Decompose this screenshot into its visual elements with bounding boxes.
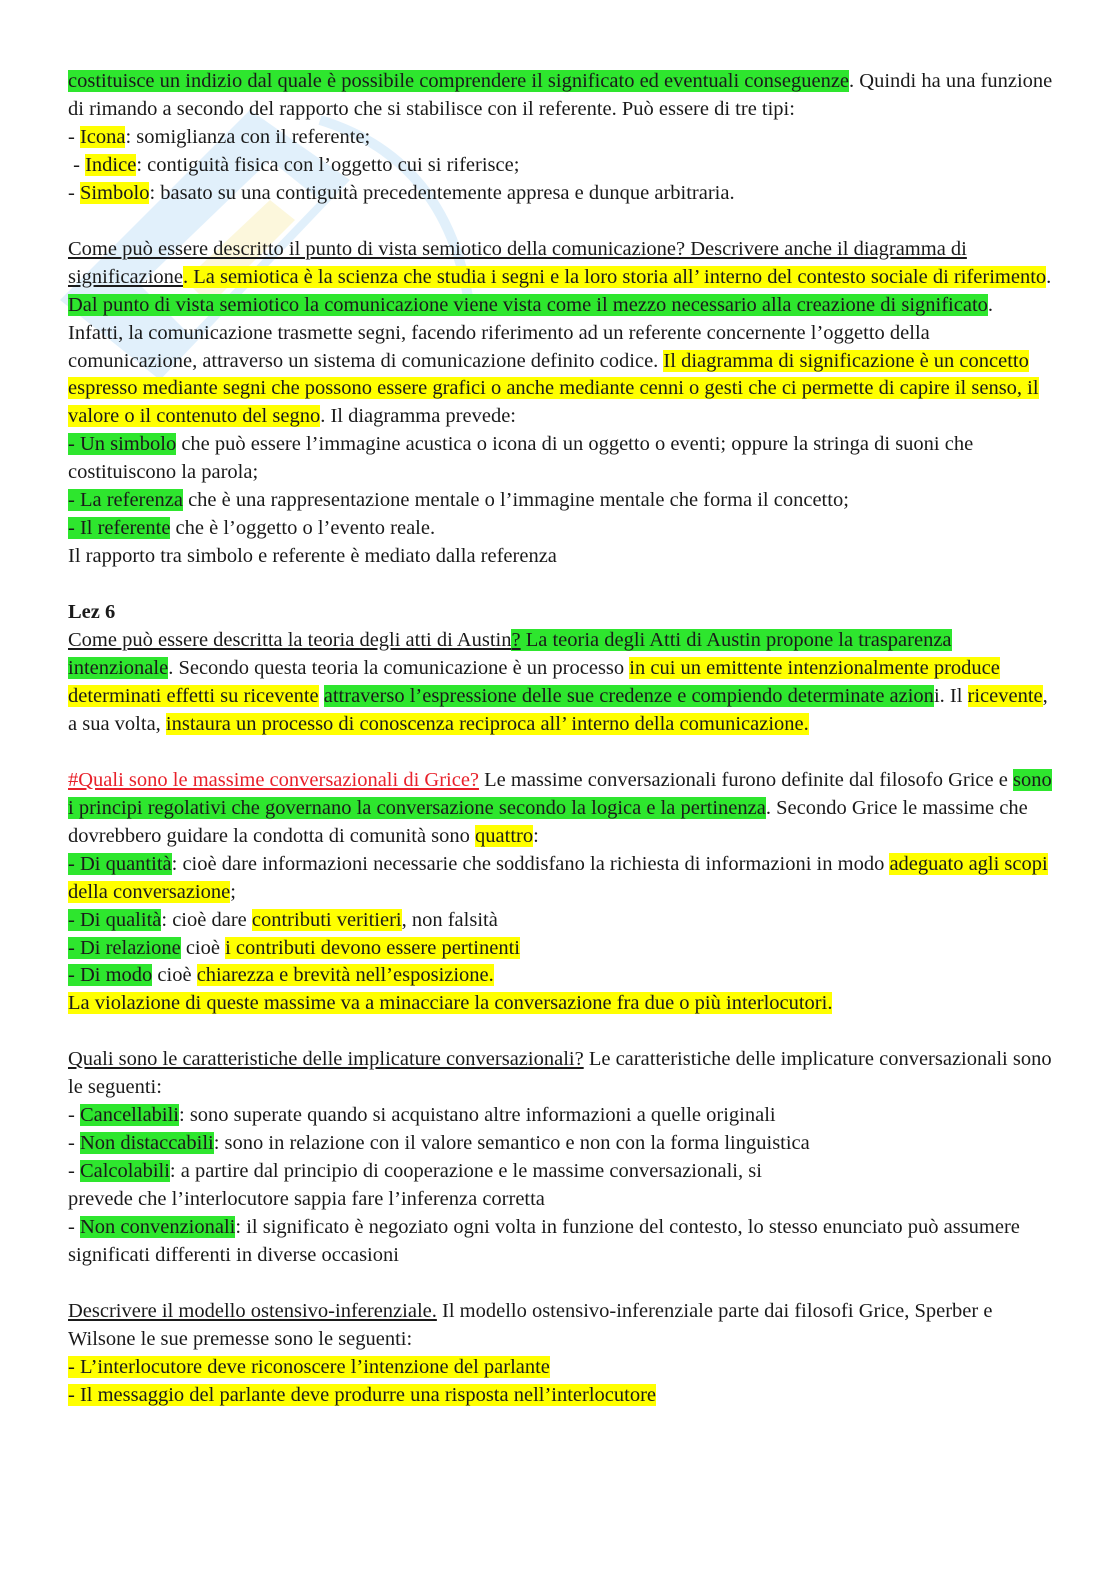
violazione-text: La violazione di queste massime va a minacciare la conversazione fra due o più interlocutori.	[68, 992, 833, 1015]
implicatura-non-convenzionali: - Non convenzionali: il significato è negoziato ogni volta in funzione del contesto, lo stesso enunciato può assumere significati differenti in diverse occasioni	[68, 1216, 1020, 1266]
ostensivo-question: Descrivere il modello ostensivo-inferenziale. Il modello ostensivo-inferenziale parte dai filosofi Grice, Sperber e Wilsone le sue premesse sono le seguenti:	[68, 1299, 993, 1350]
question-text: Descrivere il modello ostensivo-inferenziale.	[68, 1299, 437, 1322]
spacer	[68, 1018, 1053, 1046]
sign-type-simbolo: - Simbolo: basato su una contiguità precedentemente appresa e dunque arbitraria.	[68, 181, 735, 204]
austin-question: Come può essere descritta la teoria degli atti di Austin? La teoria degli Atti di Austin propone la trasparenza intenzionale. Secondo questa teoria la comunicazione è un processo in cui un emittente intenzionalmente produce determinati effetti su ricevente attraverso l’espressione delle sue credenze e compiendo determinate azioni. Il ricevente, a sua volta, instaura un processo di conoscenza reciproca all’ interno della comunicazione.	[68, 629, 1048, 735]
spacer	[68, 208, 1053, 236]
highlight-green: costituisce un indizio dal quale è possibile comprendere il significato ed eventuali conseguenze	[68, 70, 850, 92]
implicatura-non-distaccabili: - Non distaccabili: sono in relazione con il valore semantico e non con la forma linguistica	[68, 1132, 810, 1155]
massima-quantita: - Di quantità: cioè dare informazioni necessarie che soddisfano la richiesta di informazioni in modo adeguato agli scopi della conversazione;	[68, 852, 1048, 903]
premessa-item: - Il messaggio del parlante deve produrre una risposta nell’interlocutore	[68, 1383, 657, 1406]
term-highlight: Indice	[85, 153, 137, 176]
question-text-red: #Quali sono le massime conversazionali di Grice?	[68, 768, 480, 791]
question-text: Come può essere descritto il punto di vista semiotico della comunicazione? Descrivere anche il diagramma di significazione	[68, 237, 967, 288]
massima-modo: - Di modo cioè chiarezza e brevità nell’esposizione.	[68, 964, 494, 987]
rapporto-text: Il rapporto tra simbolo e referente è mediato dalla referenza	[68, 545, 557, 568]
diagram-item-simbolo: - Un simbolo che può essere l’immagine acustica o icona di un oggetto o eventi; oppure la stringa di suoni che costituiscono la parola;	[68, 433, 974, 484]
implicatura-calcolabili-cont: prevede che l’interlocutore sappia fare l’inferenza corretta	[68, 1188, 545, 1211]
spacer	[68, 1270, 1053, 1298]
diagram-item-referente: - Il referente che è l’oggetto o l’evento reale.	[68, 517, 436, 540]
massima-qualita: - Di qualità: cioè dare contributi veritieri, non falsità	[68, 908, 498, 931]
question-text: Come può essere descritta la teoria degli atti di Austin	[68, 629, 512, 652]
sign-type-icona: - Icona: somiglianza con il referente;	[68, 125, 371, 148]
sign-type-indice: - Indice: contiguità fisica con l’oggetto cui si riferisce;	[68, 153, 520, 176]
notes-content	[68, 68, 1053, 1410]
grice-question: #Quali sono le massime conversazionali di Grice? Le massime conversazionali furono definite dal filosofo Grice e sono i principi regolativi che governano la conversazione secondo la logica e la pertinenza. Secondo Grice le massime che dovrebbero guidare la condotta di comunità sono quattro:	[68, 768, 1052, 847]
premessa-item: - L’interlocutore deve riconoscere l’intenzione del parlante	[68, 1355, 550, 1378]
diagram-item-referenza: - La referenza che è una rappresentazione mentale o l’immagine mentale che forma il concetto;	[68, 489, 849, 512]
question-text: Quali sono le caratteristiche delle implicature conversazionali?	[68, 1048, 584, 1071]
term-highlight: Simbolo	[79, 181, 150, 204]
spacer	[68, 571, 1053, 599]
semiotica-question: Come può essere descritto il punto di vista semiotico della comunicazione? Descrivere anche il diagramma di significazione. La semiotica è la scienza che studia i segni e la loro storia all’ interno del contesto sociale di riferimento. Dal punto di vista semiotico la comunicazione viene vista come il mezzo necessario alla creazione di significato. Infatti, la comunicazione trasmette segni, facendo riferimento ad un referente concernente l’oggetto della comunicazione, attraverso un sistema di comunicazione definito codice. Il diagramma di significazione è un concetto espresso mediante segni che possono essere grafici o anche mediante cenni o gesti che ci permette di capire il senso, il valore o il contenuto del segno. Il diagramma prevede:	[68, 237, 1052, 428]
implicatura-calcolabili: - Calcolabili: a partire dal principio di cooperazione e le massime conversazionali, si	[68, 1160, 762, 1183]
term-highlight: Icona	[79, 125, 126, 148]
implicature-question: Quali sono le caratteristiche delle implicature conversazionali? Le caratteristiche delle implicature conversazionali sono le seguenti:	[68, 1048, 1052, 1099]
semiotic-sign-paragraph: costituisce un indizio dal quale è possibile comprendere il significato ed eventuali conseguenze. Quindi ha una funzione di rimando a secondo del rapporto che si stabilisce con il referente. Può essere di tre tipi:	[68, 70, 1053, 120]
massima-relazione: - Di relazione cioè i contributi devono essere pertinenti	[68, 936, 520, 959]
spacer	[68, 739, 1053, 767]
implicatura-cancellabili: - Cancellabili: sono superate quando si acquistano altre informazioni a quelle originali	[68, 1104, 776, 1127]
lesson-heading: Lez 6	[68, 601, 116, 624]
